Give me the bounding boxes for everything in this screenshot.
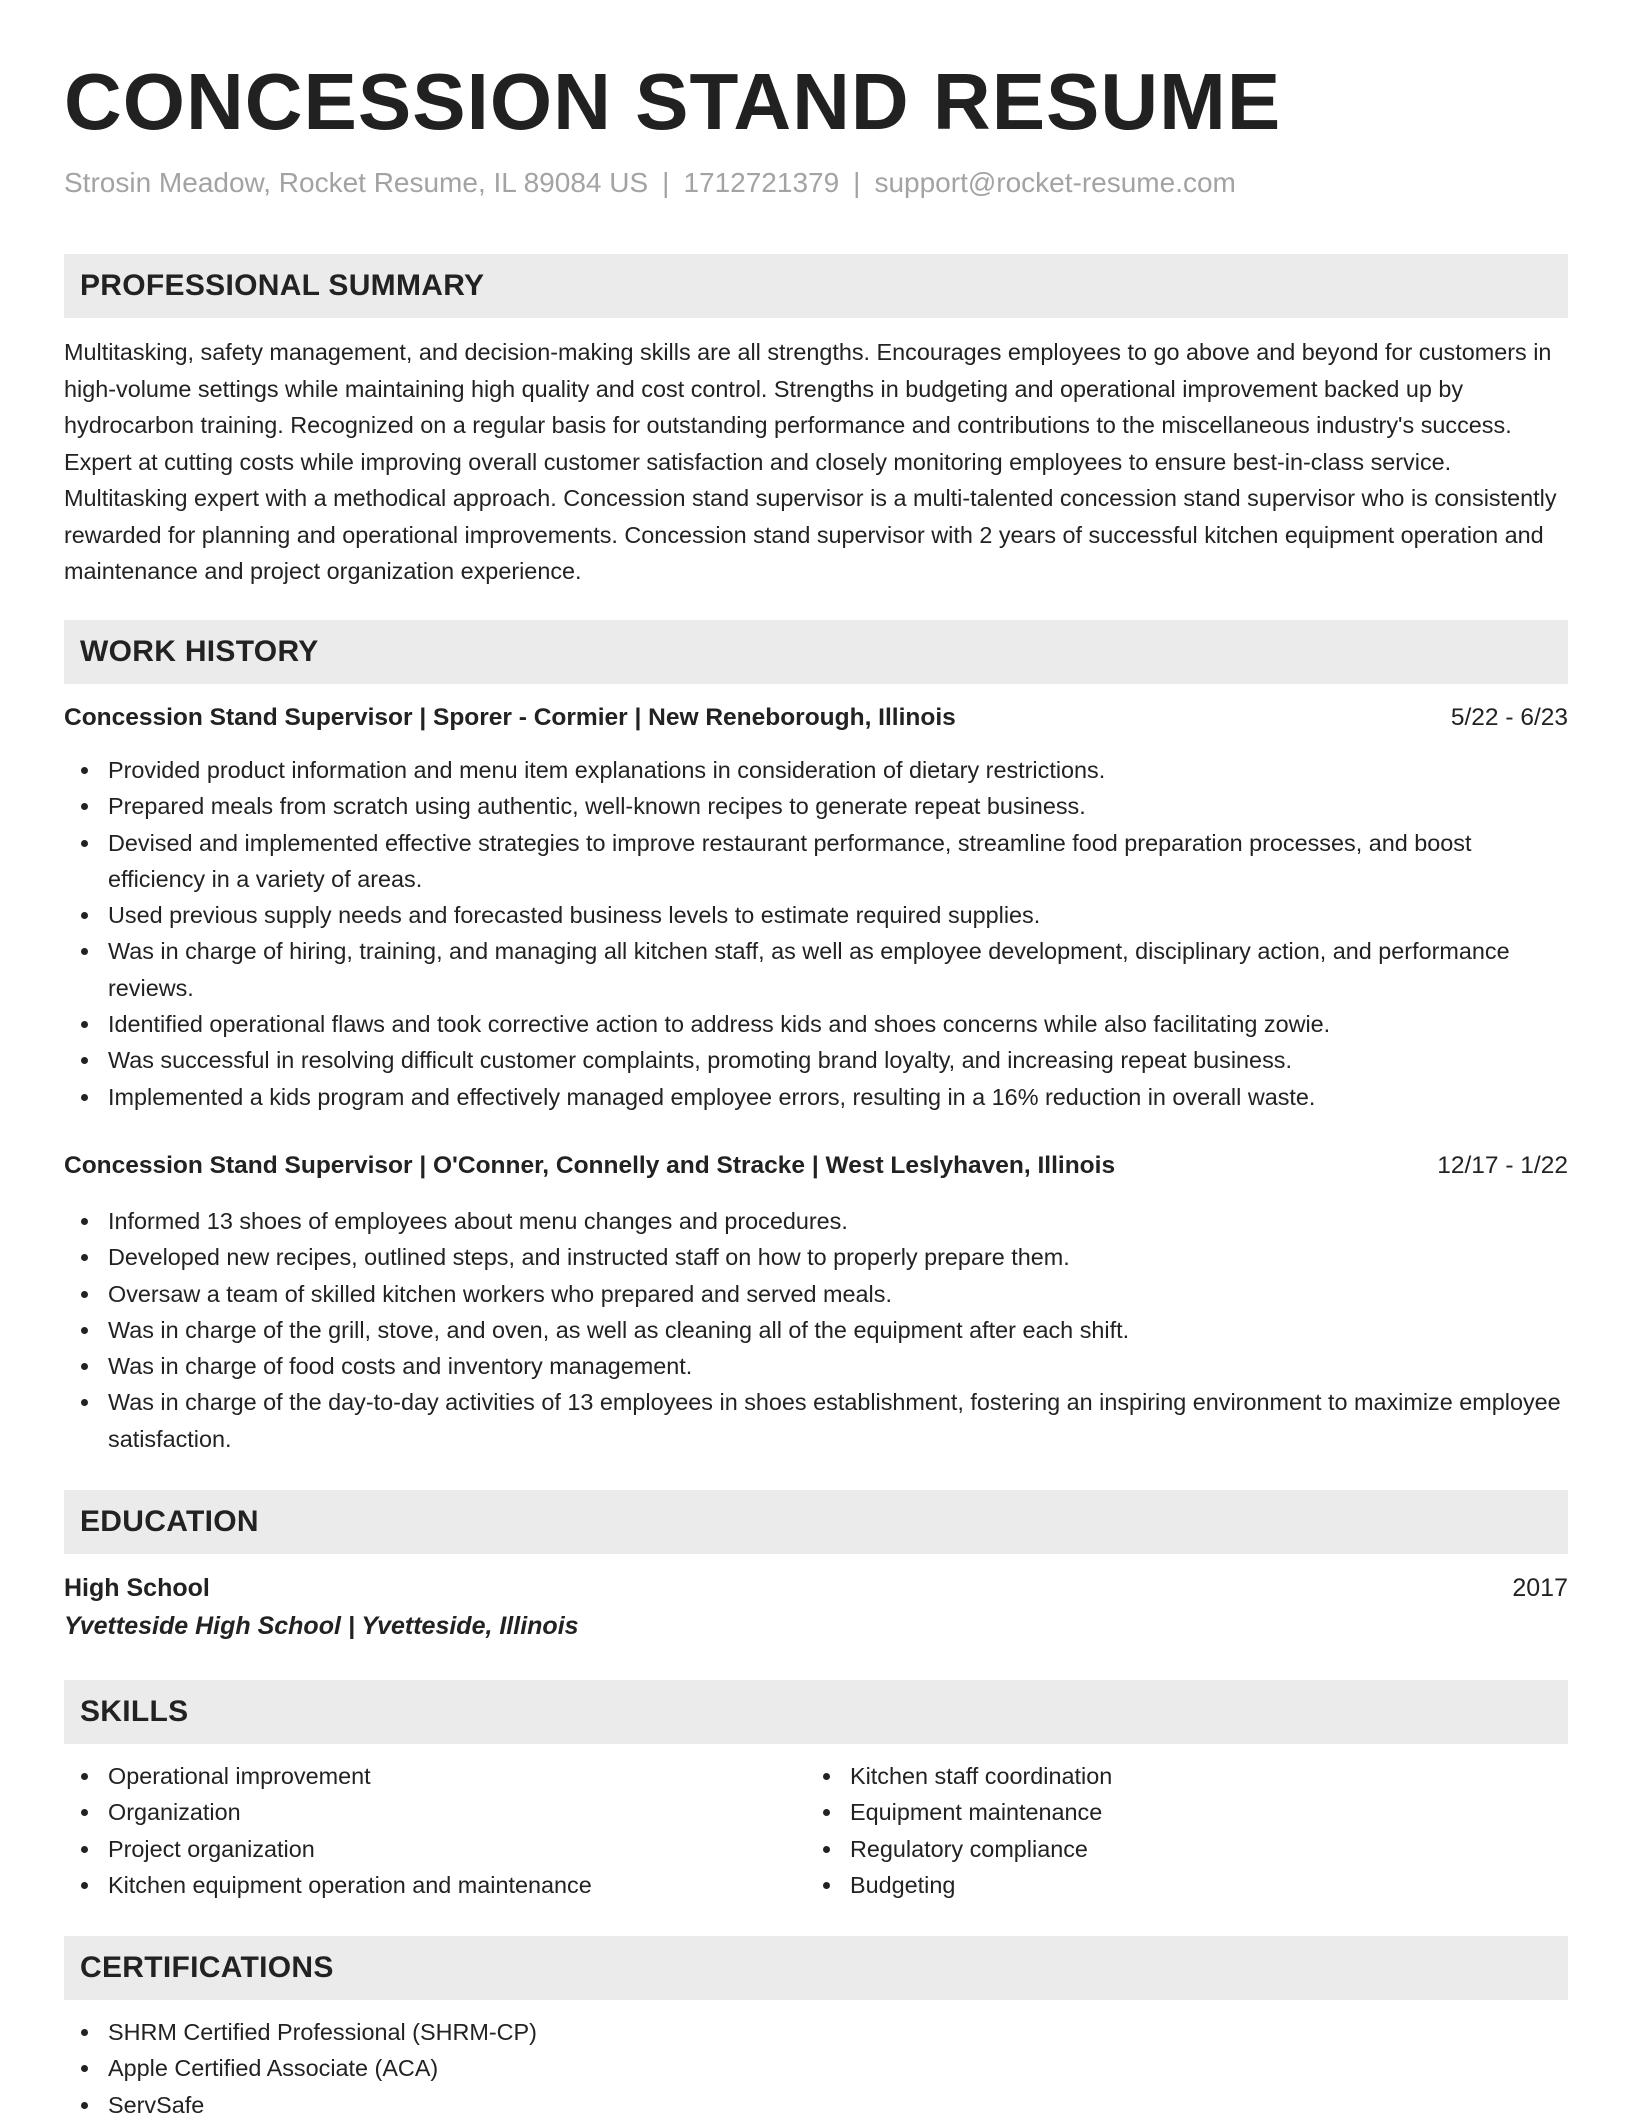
job-header: [64, 700, 1568, 736]
list-item: Implemented a kids program and effectively managed employee errors, resulting in a 16% reduction in overall waste.: [64, 1079, 1568, 1115]
job-title: Concession Stand Supervisor | O'Conner, Connelly and Stracke | West Leslyhaven, Illinois: [64, 1152, 1116, 1179]
contact-separator: |: [853, 167, 861, 198]
work-section-header: [64, 620, 1568, 684]
job-header: [64, 1148, 1568, 1184]
contact-phone[interactable]: 1712721379: [683, 167, 840, 198]
skill-item: Equipment maintenance: [806, 1794, 1632, 1830]
list-item: Was in charge of hiring, training, and managing all kitchen staff, as well as employee development, disciplinary action, and performance reviews.: [64, 933, 1568, 1006]
job-bullets: [64, 1203, 1568, 1457]
job-title: Concession Stand Supervisor | Sporer - Cormier | New Reneborough, Illinois: [64, 704, 956, 731]
certification-item: ServSafe: [64, 2087, 1568, 2123]
list-item: Was in charge of the day-to-day activities of 13 employees in shoes establishment, fostering an inspiring environment to maximize employee satisfaction.: [64, 1384, 1568, 1457]
skill-item: Regulatory compliance: [806, 1831, 1632, 1867]
education-section-title: EDUCATION: [80, 1505, 259, 1538]
skills-list-right: [806, 1758, 1632, 1903]
contact-address: Strosin Meadow, Rocket Resume, IL 89084 US: [64, 167, 649, 198]
summary-section-header: [64, 254, 1568, 318]
list-item: Used previous supply needs and forecasted business levels to estimate required supplies.: [64, 897, 1568, 933]
list-item: Developed new recipes, outlined steps, and instructed staff on how to properly prepare them.: [64, 1239, 1568, 1275]
skill-item: Project organization: [64, 1831, 1568, 1867]
job-dates: 12/17 - 1/22: [1437, 1152, 1568, 1179]
list-item: Identified operational flaws and took corrective action to address kids and shoes concerns while also facilitating zowie.: [64, 1006, 1568, 1042]
certification-item: Apple Certified Associate (ACA): [64, 2050, 1568, 2086]
certifications-list: [64, 2014, 1568, 2123]
list-item: Was successful in resolving difficult customer complaints, promoting brand loyalty, and increasing repeat business.: [64, 1042, 1568, 1078]
skill-item: Operational improvement: [64, 1758, 1568, 1794]
work-section-title: WORK HISTORY: [80, 635, 319, 668]
list-item: Oversaw a team of skilled kitchen workers who prepared and served meals.: [64, 1276, 1568, 1312]
job-dates: 5/22 - 6/23: [1450, 704, 1568, 731]
list-item: Devised and implemented effective strategies to improve restaurant performance, streamline food preparation processes, and boost efficiency in a variety of areas.: [64, 825, 1568, 898]
education-degree: High School: [64, 1574, 210, 1602]
certification-item: SHRM Certified Professional (SHRM-CP): [64, 2014, 1568, 2050]
skills-section-title: SKILLS: [80, 1695, 189, 1728]
skill-item: Kitchen staff coordination: [806, 1758, 1632, 1794]
certifications-section-header: [64, 1936, 1568, 2000]
job-bullets: [64, 752, 1568, 1115]
contact-separator: |: [662, 167, 670, 198]
summary-text: Multitasking, safety management, and decision-making skills are all strengths. Encourages employees to go above and beyond for customers in high-volume settings while maintaining high quality and cost control. Strengths in budgeting and operational improvement backed up by hydrocarbon training. Recognized on a regular basis for outstanding performance and contributions to the miscellaneous industry's success. Expert at cutting costs while improving overall customer satisfaction and closely monitoring employees to ensure best-in-class service. Multitasking expert with a methodical approach. Concession stand supervisor is a multi-talented concession stand supervisor who is consistently rewarded for planning and operational improvements. Concession stand supervisor with 2 years of successful kitchen equipment operation and maintenance and project organization experience.: [64, 339, 1557, 584]
list-item: Was in charge of the grill, stove, and oven, as well as cleaning all of the equipment after each shift.: [64, 1312, 1568, 1348]
certifications-section-title: CERTIFICATIONS: [80, 1951, 334, 1984]
list-item: Provided product information and menu item explanations in consideration of dietary restrictions.: [64, 752, 1568, 788]
education-year: 2017: [1512, 1574, 1568, 1602]
skill-item: Kitchen equipment operation and maintenance: [64, 1867, 1568, 1903]
resume-title: CONCESSION STAND RESUME: [64, 57, 1282, 146]
skill-item: Budgeting: [806, 1867, 1632, 1903]
contact-email[interactable]: support@rocket-resume.com: [874, 167, 1236, 198]
list-item: Informed 13 shoes of employees about menu changes and procedures.: [64, 1203, 1568, 1239]
contact-line: [64, 166, 1236, 200]
education-section-header: [64, 1490, 1568, 1554]
list-item: Was in charge of food costs and inventory management.: [64, 1348, 1568, 1384]
skill-item: Organization: [64, 1794, 1568, 1830]
skills-section-header: [64, 1680, 1568, 1744]
list-item: Prepared meals from scratch using authentic, well-known recipes to generate repeat business.: [64, 788, 1568, 824]
summary-section-title: PROFESSIONAL SUMMARY: [80, 269, 485, 302]
education-school: Yvetteside High School | Yvetteside, Illinois: [64, 1612, 579, 1640]
